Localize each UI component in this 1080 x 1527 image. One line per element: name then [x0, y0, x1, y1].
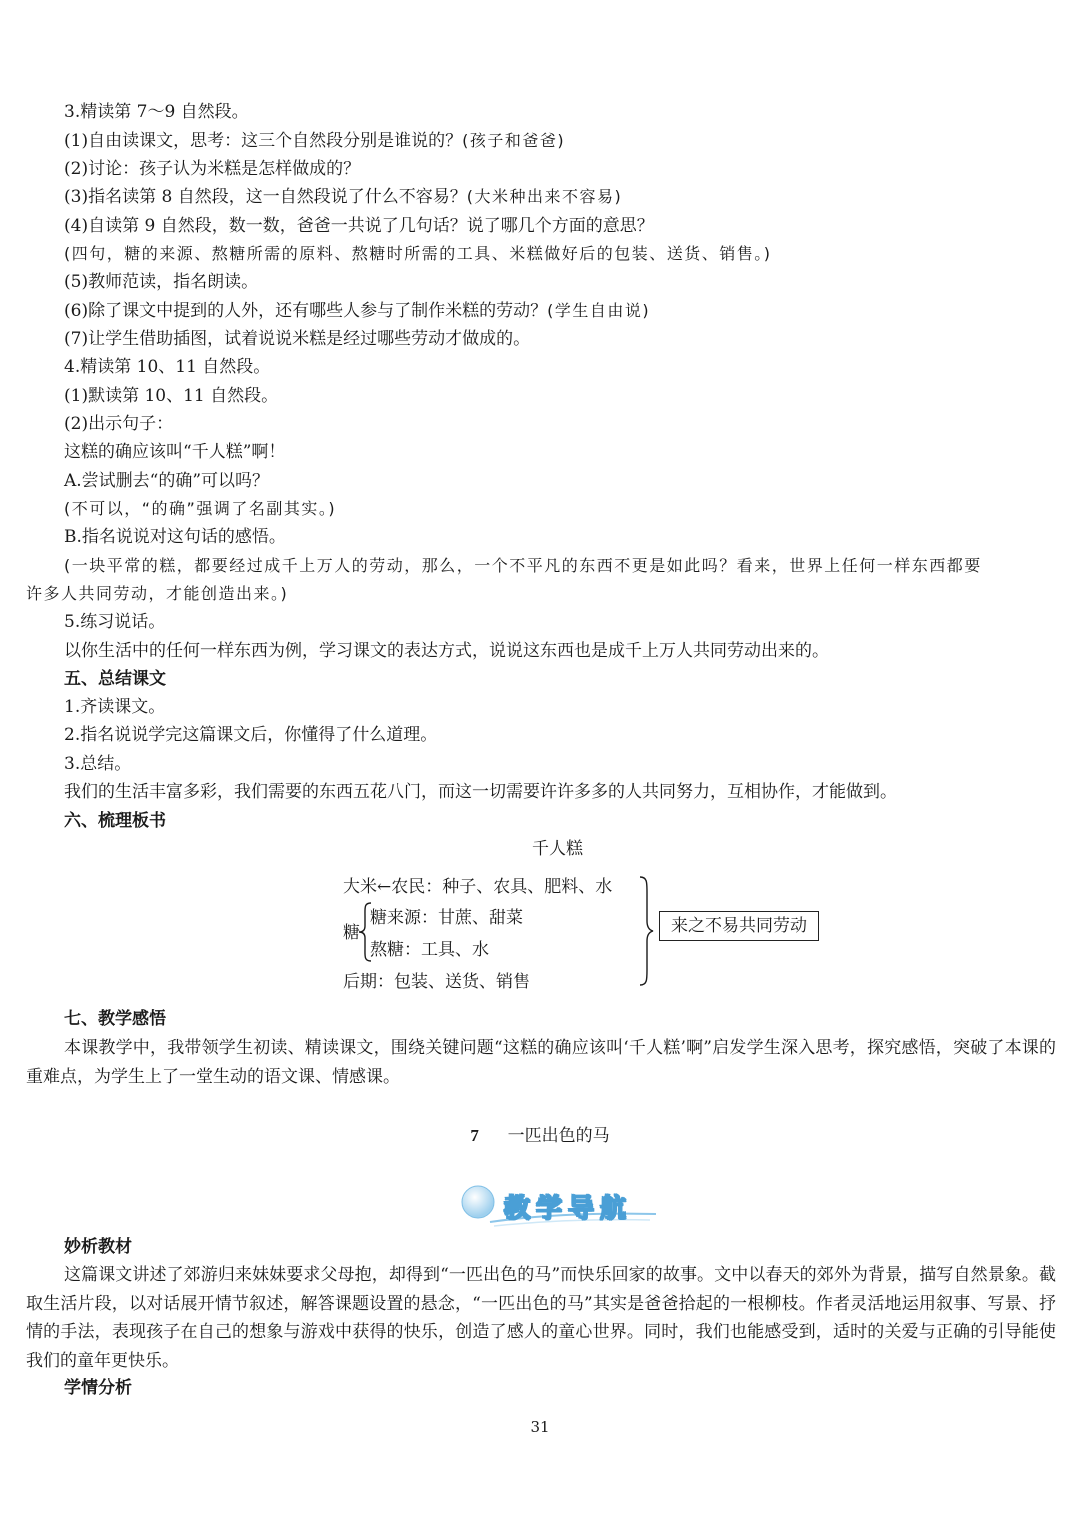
board-sugar-label: 糖 [343, 923, 360, 943]
question-b: B.指名说说对这句话的感悟。 [64, 527, 286, 547]
step-4-item-2: (2)出示句子： [64, 414, 174, 434]
question-a: A.尝试删去“的确”可以吗？ [64, 471, 270, 491]
question-text: (3)指名读第 8 自然段，这一自然段说了什么不容易？ [64, 187, 467, 207]
answer-4: (四句，糖的来源、熬糖所需的原料、熬糖时所需的工具、米糕做好后的包装、送货、销售。) [64, 244, 772, 263]
lesson-title [0, 1121, 1080, 1146]
question-2: (2)讨论：孩子认为米糕是怎样做成的？ [64, 159, 361, 179]
question-text: (1)自由读课文，思考：这三个自然段分别是谁说的？ [64, 131, 463, 151]
question-text: (6)除了课文中提到的人外，还有哪些人参与了制作米糕的劳动？ [64, 301, 548, 321]
question-5: (5)教师范读，指名朗读。 [64, 272, 259, 292]
summary-item-1: 1.齐读课文。 [64, 697, 166, 717]
board-rice-line: 大米←农民：种子、农具、肥料、水 [343, 877, 613, 897]
section-6-heading: 六、梳理板书 [64, 811, 166, 831]
board-sugar-boil: 熬糖：工具、水 [370, 940, 489, 960]
summary-text: 我们的生活丰富多彩，我们需要的东西五花八门，而这一切需要许许多多的人共同努力，互相协作，才能做到。 [64, 782, 897, 802]
answer-a: (不可以，“的确”强调了名副其实。) [64, 499, 337, 518]
step-4-item-1: (1)默读第 10、11 自然段。 [64, 386, 279, 406]
teaching-guide-banner [460, 1182, 660, 1232]
right-brace-icon [638, 876, 654, 986]
question-4: (4)自读第 9 自然段，数一数，爸爸一共说了几句话？说了哪几个方面的意思？ [64, 216, 654, 236]
step-3-heading: 3.精读第 7～9 自然段。 [64, 102, 249, 122]
banner-text: 教学导航 [504, 1194, 633, 1224]
answer-b-line-1: (一块平常的糕，都要经过成千上万人的劳动，那么，一个不平凡的东西不更是如此吗？看来，世界上任何一样东西都要 [64, 556, 982, 575]
board-later: 后期：包装、送货、销售 [343, 972, 530, 992]
question-1 [64, 130, 565, 152]
lesson-number: 7 [470, 1126, 479, 1145]
answer-text: (孩子和爸爸) [462, 131, 566, 150]
lesson-name: 一匹出色的马 [507, 1126, 610, 1146]
board-sugar-source: 糖来源：甘蔗、甜菜 [370, 908, 523, 928]
quoted-sentence: 这糕的确应该叫“千人糕”啊！ [64, 442, 286, 462]
step-5-heading: 5.练习说话。 [64, 612, 166, 632]
step-5-text: 以你生活中的任何一样东西为例，学习课文的表达方式，说说这东西也是成千上万人共同劳动出来的。 [64, 641, 829, 661]
section-7-heading: 七、教学感悟 [64, 1009, 166, 1029]
step-4-heading: 4.精读第 10、11 自然段。 [64, 357, 271, 377]
summary-item-2: 2.指名说说学完这篇课文后，你懂得了什么道理。 [64, 725, 438, 745]
summary-item-3: 3.总结。 [64, 754, 132, 774]
learner-analysis-heading: 学情分析 [64, 1378, 132, 1398]
question-7: (7)让学生借助插图，试着说说米糕是经过哪些劳动才做成的。 [64, 329, 531, 349]
reflection-paragraph: 本课教学中，我带领学生初读、精读课文，围绕关键问题“这糕的确应该叫‘千人糕’啊”启发学生深入思考，探究感悟，突破了本课的重难点，为学生上了一堂生动的语文课、情感课。 [26, 1038, 1056, 1087]
page-number: 31 [530, 1418, 550, 1436]
answer-b-line-2: 许多人共同劳动，才能创造出来。) [26, 584, 289, 603]
question-6 [64, 300, 650, 322]
question-3 [64, 186, 622, 208]
section-5-heading: 五、总结课文 [64, 669, 166, 689]
answer-text: (学生自由说) [547, 301, 651, 320]
board-title: 千人糕 [532, 839, 583, 859]
analysis-paragraph: 这篇课文讲述了郊游归来妹妹要求父母抱，却得到“一匹出色的马”而快乐回家的故事。文中以春天的郊外为背景，描写自然景象。截取生活片段，以对话展开情节叙述，解答课题设置的悬念，“一匹出色的马”其实是爸爸拾起的一根柳枝。作者灵活地运用叙事、写景、抒情的手法，表现孩子在自己的想象与游戏中获得的快乐，创造了感人的童心世界。同时，我们也能感受到，适时的关爱与正确的引导能使我们的童年更快乐。 [26, 1265, 1056, 1371]
answer-text: (大米种出来不容易) [466, 187, 623, 206]
analysis-heading: 妙析教材 [64, 1237, 132, 1257]
board-conclusion-box: 来之不易共同劳动 [659, 911, 819, 941]
